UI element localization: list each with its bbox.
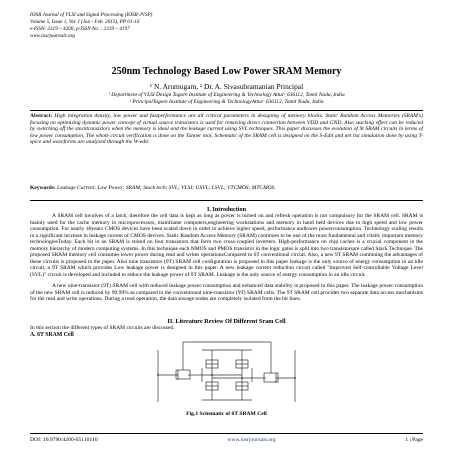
- abstract: [30, 113, 423, 146]
- paper-affiliations: [0, 92, 453, 106]
- section-2-heading: II. Literature Review Of Different Sram Cell: [167, 318, 286, 325]
- footer-rule: [30, 433, 423, 434]
- keywords-bottom-rule: [30, 200, 423, 201]
- journal-name: IOSR Journal of VLSI and Signal Processing (IOSR-JVSP): [30, 12, 153, 18]
- abstract-label: Abstract:: [30, 113, 53, 119]
- paper-title: 250nm Technology Based Low Power SRAM Memory: [111, 66, 342, 77]
- sram-6t-schematic: [140, 340, 313, 408]
- keywords: [30, 185, 423, 192]
- journal-issn: e-ISSN: 2319 – 4200, p-ISSN No. : 2319 – 4197: [30, 26, 130, 32]
- footer-doi: DOI: 10.9790/4200-05110110: [30, 437, 98, 443]
- journal-issue: Volume 5, Issue 1, Ver. I (Jan - Feb. 2015), PP 01-10: [30, 19, 140, 25]
- footer-website-link[interactable]: www.iosrjournals.org: [227, 437, 276, 443]
- journal-website: www.iosrjournals.org: [30, 33, 75, 39]
- keywords-label: Keywords:: [30, 185, 56, 191]
- intro-paragraph-2: A new nine-transistor (9T) SRAM cell with reduced leakage power consumption and enhanced data stability is proposed in this paper. The leakage power consumption of the new SRAM cell is reduced by 99.99% as compared to the conventional nine-transistor (9T) SRAM cells. The 9T SRAM cell provides two separate data access mechanisms for the read and write operations. During a read operation, the data storage nodes are completely isolated from the bit lines.: [30, 283, 423, 302]
- affiliation-1: ¹ Department of VLSI Design Tagore Institute of Engineering & Technology Attur- 636112, Tamil Nadu, India: [108, 92, 345, 98]
- abstract-text: High integration density, low power and fastperformance are all critical parameters in designing of memory blocks. Static Random Access Memories (SRAM's) focusing on optimizing dynamic power concept of virtual source transistors is used for removing direct connection between VDD and GND. Also stacking effect can be reduced by switching off the stacktransistors when the memory is ideal and the leakage current using SVL techniques. This paper discusses the evolution of 9t SRAM circuits in terms of low power consumption, The whole circuit verification is done on the Tanner tool, Schematic of the SRAM cell is designed on the S-Edit and net list simulation done by using T-spice and waveforms are analyzed through the W-edit.: [30, 113, 424, 146]
- subsection-6t-heading: A. 6T SRAM Cell: [30, 332, 74, 338]
- figure-caption: Fig.1 Schematic of 6T SRAM Cell: [186, 411, 267, 417]
- page-footer: [30, 437, 423, 443]
- intro-paragraph-1: A SRAM cell involves of a latch, therefore the cell data is kept as long as power is turned on and refresh operation is not compulsory for the SRAM cell. SRAM is mainly used for the cache memory in microprocessors, mainframe computers,engineering workstations and memory in hand held devices due to high speed and low power consumption. For nearly 40years CMOS devices have been scaled down in order to achieve higher speed, performance andlower powerconsumption. Technology scaling results in a significant increase in leakage current of CMOS devices. Static Random Access Memory (SRAM) continues to be one of the most fundamental and vitally important memory technologiesToday. Each bit in an SRAM is stored on four transistors that form two cross-coupled inverters. High-performance on chip caches is a crucial component in the memory hierarchy of modern computing systems. In this technique each NMOS and PMOS transistor in the logic gates is split into two transistorsare called Stack Technique. The proposed SRAM memory cell consumes lower power during read and writes operationsCompared to 6T conventional circuit. Also, a new 9T SRAM combining the advantages of these circuits is proposed in the paper. Also nine transistors (9T) SRAM cell configuration is proposed in this paper leakage is the only source of energy consumption in an idle circuit, a 9T SRAM which provides Low leakage power is designed in this paper. A new leakage current reduction circuit called "improved Self-controllable Voltage Level (SVL)" circuit is developed and included to reduce the leakage power of 9T SRAM. Leakage is the only source of energy consumption in an idle circuit.: [30, 213, 423, 278]
- footer-page-number: 1 | Page: [405, 437, 423, 443]
- abstract-top-rule: [30, 110, 423, 111]
- journal-header: [30, 12, 290, 40]
- section-1-heading: I. Introduction: [206, 206, 247, 213]
- keywords-text: Leakage Current; Low Power; SRAM; Stack tech; SVL; VLSI; USVL; LSVL; VTCMOS; MTCMOS.: [57, 185, 276, 191]
- section-2-intro: In this section the different types of SRAM circuits are discussed.: [30, 325, 175, 331]
- affiliation-2: ² PrincipalTagore Institute of Engineering & TechnologyAttur- 636112, Tamil Nadu, India: [129, 99, 324, 105]
- paper-authors: ¹ N. Arumugam, ² Dr. A. Sivasubramanian Principal: [149, 82, 304, 91]
